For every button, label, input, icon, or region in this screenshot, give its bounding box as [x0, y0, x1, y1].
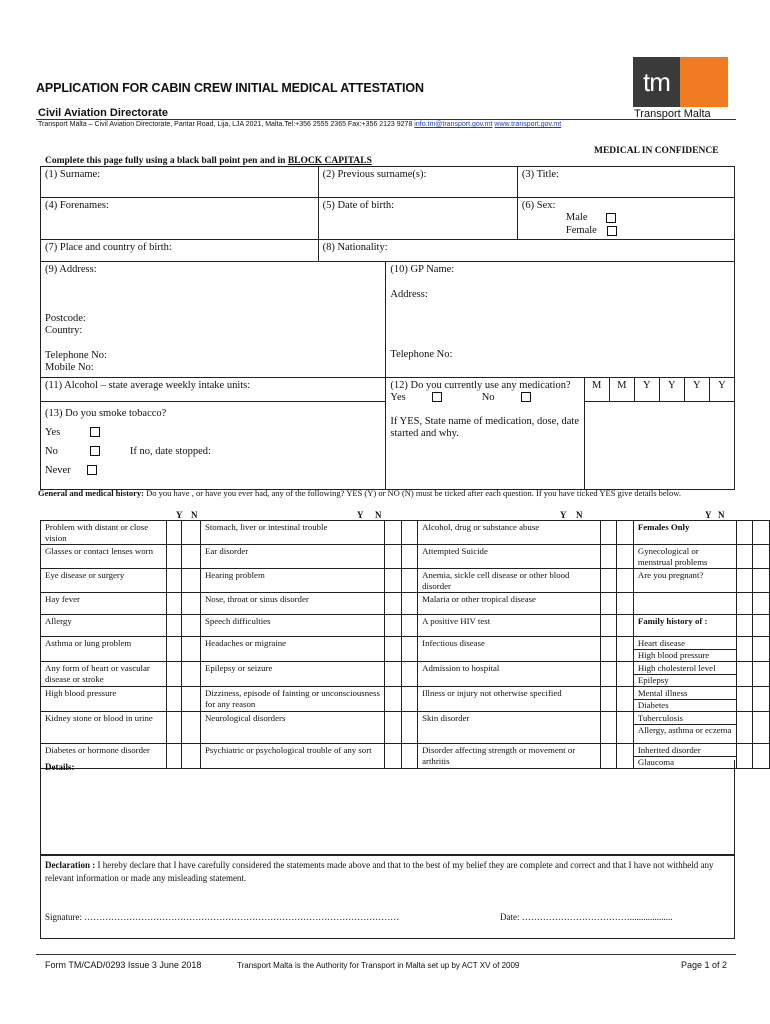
- history-yes-box[interactable]: [736, 744, 753, 769]
- signature-line[interactable]: Signature: ……………………………………………………………………………………………: [45, 912, 400, 922]
- smoke-never-checkbox[interactable]: [87, 465, 97, 475]
- history-item: Asthma or lung problem: [41, 637, 167, 662]
- history-yes-box[interactable]: [736, 593, 753, 615]
- smoke-no-label: No: [45, 445, 58, 457]
- history-item: Disorder affecting strength or movement or arthritis: [418, 744, 601, 769]
- history-item: Problem with distant or close vision: [41, 521, 167, 545]
- family-history-heading: Family history of :: [637, 616, 708, 626]
- col2-yes-header: Y: [357, 510, 364, 520]
- forenames-label: (4) Forenames:: [45, 200, 109, 211]
- family-history-item: Diabetes: [634, 699, 736, 711]
- history-yes-box[interactable]: [166, 521, 182, 545]
- history-item: Admission to hospital: [418, 662, 601, 687]
- history-item-females-family: [633, 593, 736, 615]
- history-no-box[interactable]: [401, 521, 418, 545]
- prev-surname-field[interactable]: [318, 167, 517, 198]
- history-no-box[interactable]: [617, 545, 634, 569]
- birthplace-label: (7) Place and country of birth:: [45, 242, 172, 253]
- prev-surname-label: (2) Previous surname(s):: [322, 169, 427, 180]
- history-item-females-family: [633, 712, 736, 744]
- date-month-2[interactable]: M: [609, 377, 634, 401]
- history-item: Alcohol, drug or substance abuse: [418, 521, 601, 545]
- female-label: Female: [565, 225, 597, 236]
- logo-mark: tm: [633, 57, 680, 107]
- history-no-box[interactable]: [401, 637, 418, 662]
- history-item: Glasses or contact lenses worn: [41, 545, 167, 569]
- details-label: Details:: [45, 762, 75, 772]
- history-yes-box[interactable]: [384, 615, 401, 637]
- gp-telephone-label: Telephone No:: [390, 349, 453, 360]
- history-no-box[interactable]: [182, 569, 201, 593]
- female-checkbox[interactable]: [607, 226, 617, 236]
- sex-field: [517, 198, 734, 240]
- history-item: Illness or injury not otherwise specified: [418, 687, 601, 712]
- history-item: Kidney stone or blood in urine: [41, 712, 167, 744]
- family-history-item: Mental illness: [637, 688, 688, 698]
- smoke-never-label: Never: [45, 464, 71, 476]
- title-label: (3) Title:: [521, 169, 559, 180]
- history-item-females-family: [633, 662, 736, 687]
- medication-yes-checkbox[interactable]: [432, 392, 442, 402]
- history-no-box[interactable]: [617, 521, 634, 545]
- declaration-label: Declaration :: [45, 860, 96, 870]
- col4-yes-header: Y: [705, 510, 712, 520]
- country-label: Country:: [45, 325, 83, 336]
- page-number: Page 1 of 2: [681, 960, 728, 970]
- history-yes-box[interactable]: [384, 712, 401, 744]
- nationality-label: (8) Nationality:: [322, 242, 388, 253]
- title-field[interactable]: [517, 167, 734, 198]
- history-item: High blood pressure: [41, 687, 167, 712]
- family-history-item: Allergy, asthma or eczema: [634, 724, 736, 736]
- history-yes-box[interactable]: [384, 569, 401, 593]
- family-history-item: Epilepsy: [634, 674, 736, 686]
- history-yes-box[interactable]: [166, 615, 182, 637]
- instruction-caps: BLOCK CAPITALS: [287, 156, 372, 166]
- history-item: A positive HIV test: [418, 615, 601, 637]
- history-item-females-family: Gynecological or menstrual problems: [633, 545, 736, 569]
- history-item: Epilepsy or seizure: [200, 662, 384, 687]
- history-item-females-family: [633, 615, 736, 637]
- history-no-box[interactable]: [401, 615, 418, 637]
- history-yes-box[interactable]: [384, 545, 401, 569]
- declaration-text: I hereby declare that I have carefully considered the statements made above and that to the best of my belief they are complete and correct and that I have not withheld any relevant information or made any misleading statement.: [45, 860, 714, 883]
- authority-statement: Transport Malta is the Authority for Transport in Malta set up by ACT XV of 2009: [237, 961, 520, 970]
- history-yes-box[interactable]: [736, 615, 753, 637]
- medical-history-table: [40, 520, 770, 769]
- history-yes-box[interactable]: [166, 569, 182, 593]
- smoke-yes-label: Yes: [45, 426, 61, 438]
- history-no-box[interactable]: [182, 545, 201, 569]
- history-item: Attempted Suicide: [418, 545, 601, 569]
- history-no-box[interactable]: [182, 521, 201, 545]
- history-no-box[interactable]: [182, 593, 201, 615]
- form-title: APPLICATION FOR CABIN CREW INITIAL MEDICAL ATTESTATION: [36, 81, 424, 95]
- history-yes-box[interactable]: [600, 637, 617, 662]
- medication-no-label: No: [481, 391, 495, 403]
- history-no-box[interactable]: [753, 545, 770, 569]
- history-yes-box[interactable]: [736, 662, 753, 687]
- history-yes-box[interactable]: [166, 637, 182, 662]
- history-item: Neurological disorders: [200, 712, 384, 744]
- females-only-heading: Females Only: [637, 522, 690, 532]
- forenames-field[interactable]: [41, 198, 319, 240]
- history-no-box[interactable]: [753, 712, 770, 744]
- medication-yes-label: Yes: [390, 391, 406, 403]
- history-no-box[interactable]: [753, 521, 770, 545]
- smoke-field: [41, 401, 386, 489]
- history-yes-box[interactable]: [166, 662, 182, 687]
- history-no-box[interactable]: [182, 712, 201, 744]
- nationality-field[interactable]: [318, 240, 734, 262]
- history-item: Eye disease or surgery: [41, 569, 167, 593]
- website-link[interactable]: www.transport.gov.mt: [494, 121, 562, 128]
- history-heading: General and medical history:: [38, 488, 145, 498]
- history-instructions: [38, 488, 728, 499]
- col4-no-header: N: [718, 510, 725, 520]
- dob-field[interactable]: [318, 198, 517, 240]
- alcohol-label: (11) Alcohol – state average weekly intake units:: [45, 379, 251, 391]
- date-year-4[interactable]: Y: [709, 377, 734, 401]
- history-item: Diabetes or hormone disorder: [41, 744, 167, 769]
- history-yes-box[interactable]: [600, 569, 617, 593]
- gp-address-label: Address:: [390, 288, 428, 300]
- history-no-box[interactable]: [753, 615, 770, 637]
- address-text: Transport Malta – Civil Aviation Directorate, Pantar Road, Lija, LJA 2021, Malta.Tel:+356 2555 2365 Fax:+356 2123 9278: [38, 121, 415, 128]
- transport-malta-logo: [633, 57, 728, 107]
- history-text: Do you have , or have you ever had, any of the following? YES (Y) or NO (N) must be ticked after each question. If you have ticked YES give details below.: [144, 488, 682, 498]
- history-item: Headaches or migraine: [200, 637, 384, 662]
- history-yes-box[interactable]: [384, 662, 401, 687]
- history-item-females-family: [633, 521, 736, 545]
- history-item: Hay fever: [41, 593, 167, 615]
- history-no-box[interactable]: [617, 637, 634, 662]
- history-no-box[interactable]: [401, 662, 418, 687]
- male-label: Male: [565, 212, 588, 223]
- address-field[interactable]: [41, 262, 386, 378]
- history-no-box[interactable]: [617, 712, 634, 744]
- family-history-item: High cholesterol level: [637, 663, 716, 673]
- history-no-box[interactable]: [182, 662, 201, 687]
- telephone-label: Telephone No:: [45, 349, 107, 361]
- history-item: Dizziness, episode of fainting or unconsciousness for any reason: [200, 687, 384, 712]
- smoke-no-checkbox[interactable]: [90, 446, 100, 456]
- mobile-label: Mobile No:: [45, 362, 94, 373]
- family-history-item: Tuberculosis: [637, 713, 683, 723]
- history-yes-box[interactable]: [166, 712, 182, 744]
- history-item: Allergy: [41, 615, 167, 637]
- confidential-label: MEDICAL IN CONFIDENCE: [594, 146, 719, 156]
- history-item: Anemia, sickle cell disease or other blood disorder: [418, 569, 601, 593]
- medication-label: (12) Do you currently use any medication?: [390, 379, 571, 391]
- logo-orange-block: [680, 57, 728, 107]
- history-yes-box[interactable]: [384, 521, 401, 545]
- col3-yes-header: Y: [560, 510, 567, 520]
- history-no-box[interactable]: [753, 744, 770, 769]
- history-yes-box[interactable]: [600, 521, 617, 545]
- medication-no-checkbox[interactable]: [521, 392, 531, 402]
- medication-date-area[interactable]: [584, 401, 734, 489]
- medication-details-label: If YES, State name of medication, dose, date started and why.: [390, 415, 579, 439]
- history-yes-box[interactable]: [736, 545, 753, 569]
- history-yes-box[interactable]: [600, 593, 617, 615]
- birthplace-field[interactable]: [41, 240, 319, 262]
- history-no-box[interactable]: [753, 637, 770, 662]
- history-item: Ear disorder: [200, 545, 384, 569]
- logo-text: Transport Malta: [634, 108, 711, 120]
- history-yes-box[interactable]: [736, 637, 753, 662]
- sex-label: (6) Sex:: [521, 200, 556, 211]
- date-year-2[interactable]: Y: [659, 377, 684, 401]
- surname-field[interactable]: [41, 167, 319, 198]
- gp-name-label: (10) GP Name:: [390, 264, 455, 275]
- email-link[interactable]: info.tm@transport.gov.mt: [414, 121, 493, 128]
- history-item: Malaria or other tropical disease: [418, 593, 601, 615]
- history-item: Infectious disease: [418, 637, 601, 662]
- address-label: (9) Address:: [45, 264, 97, 275]
- history-no-box[interactable]: [753, 569, 770, 593]
- history-no-box[interactable]: [753, 593, 770, 615]
- history-yes-box[interactable]: [166, 593, 182, 615]
- dob-label: (5) Date of birth:: [322, 200, 395, 211]
- history-yes-box[interactable]: [166, 545, 182, 569]
- smoke-yes-checkbox[interactable]: [90, 427, 100, 437]
- history-no-box[interactable]: [182, 637, 201, 662]
- history-yes-box[interactable]: [384, 593, 401, 615]
- history-no-box[interactable]: [617, 615, 634, 637]
- history-no-box[interactable]: [401, 712, 418, 744]
- history-item: Speech difficulties: [200, 615, 384, 637]
- history-item-females-family: Are you pregnant?: [633, 569, 736, 593]
- history-yes-box[interactable]: [600, 712, 617, 744]
- history-item: Any form of heart or vascular disease or stroke: [41, 662, 167, 687]
- history-no-box[interactable]: [617, 662, 634, 687]
- history-yes-box[interactable]: [736, 521, 753, 545]
- details-box[interactable]: [40, 760, 735, 855]
- col2-no-header: N: [375, 510, 382, 520]
- contact-address: [38, 121, 561, 128]
- history-no-box[interactable]: [401, 687, 418, 712]
- date-year-1[interactable]: Y: [634, 377, 659, 401]
- header-rule: [36, 119, 736, 120]
- history-item-females-family: [633, 687, 736, 712]
- history-item: Hearing problem: [200, 569, 384, 593]
- history-yes-box[interactable]: [600, 615, 617, 637]
- history-item-females-family: [633, 637, 736, 662]
- history-no-box[interactable]: [182, 687, 201, 712]
- history-item: Nose, throat or sinus disorder: [200, 593, 384, 615]
- history-no-box[interactable]: [401, 593, 418, 615]
- history-yes-box[interactable]: [384, 687, 401, 712]
- history-yes-box[interactable]: [166, 687, 182, 712]
- date-line[interactable]: Date: ………………………………...................: [500, 912, 673, 922]
- date-month-1[interactable]: M: [584, 377, 609, 401]
- history-no-box[interactable]: [617, 687, 634, 712]
- family-history-item: Heart disease: [637, 638, 685, 648]
- declaration-box: [40, 855, 735, 939]
- family-history-item: High blood pressure: [634, 649, 736, 661]
- surname-label: (1) Surname:: [45, 169, 101, 180]
- date-stopped-label: If no, date stopped:: [129, 445, 211, 457]
- footer-rule: [36, 954, 736, 955]
- postcode-label: Postcode:: [45, 312, 86, 324]
- history-yes-box[interactable]: [600, 687, 617, 712]
- history-item: Skin disorder: [418, 712, 601, 744]
- instruction: [45, 156, 372, 166]
- alcohol-field[interactable]: [41, 377, 386, 401]
- date-year-3[interactable]: Y: [684, 377, 709, 401]
- gp-field[interactable]: [386, 262, 735, 378]
- history-no-box[interactable]: [753, 687, 770, 712]
- instruction-text: Complete this page fully using a black ball point pen and in: [45, 156, 288, 166]
- medication-field[interactable]: [386, 377, 584, 489]
- smoke-label: (13) Do you smoke tobacco?: [45, 407, 167, 419]
- male-checkbox[interactable]: [606, 213, 616, 223]
- history-no-box[interactable]: [617, 593, 634, 615]
- family-history-item: Inherited disorder: [637, 745, 701, 755]
- personal-details-table: [40, 166, 735, 490]
- history-no-box[interactable]: [401, 569, 418, 593]
- col1-yes-header: Y: [176, 510, 183, 520]
- history-yes-box[interactable]: [384, 637, 401, 662]
- history-no-box[interactable]: [401, 545, 418, 569]
- history-no-box[interactable]: [617, 569, 634, 593]
- history-yes-box[interactable]: [736, 712, 753, 744]
- family-history-item: Glaucoma: [634, 756, 736, 768]
- history-yes-box[interactable]: [736, 569, 753, 593]
- history-no-box[interactable]: [182, 615, 201, 637]
- history-yes-box[interactable]: [600, 662, 617, 687]
- col1-no-header: N: [191, 510, 198, 520]
- directorate-name: Civil Aviation Directorate: [38, 107, 168, 119]
- history-yes-box[interactable]: [600, 545, 617, 569]
- history-no-box[interactable]: [753, 662, 770, 687]
- form-number: Form TM/CAD/0293 Issue 3 June 2018: [45, 960, 202, 970]
- col3-no-header: N: [576, 510, 583, 520]
- history-item: Psychiatric or psychological trouble of any sort: [200, 744, 384, 769]
- history-item: Stomach, liver or intestinal trouble: [200, 521, 384, 545]
- history-yes-box[interactable]: [736, 687, 753, 712]
